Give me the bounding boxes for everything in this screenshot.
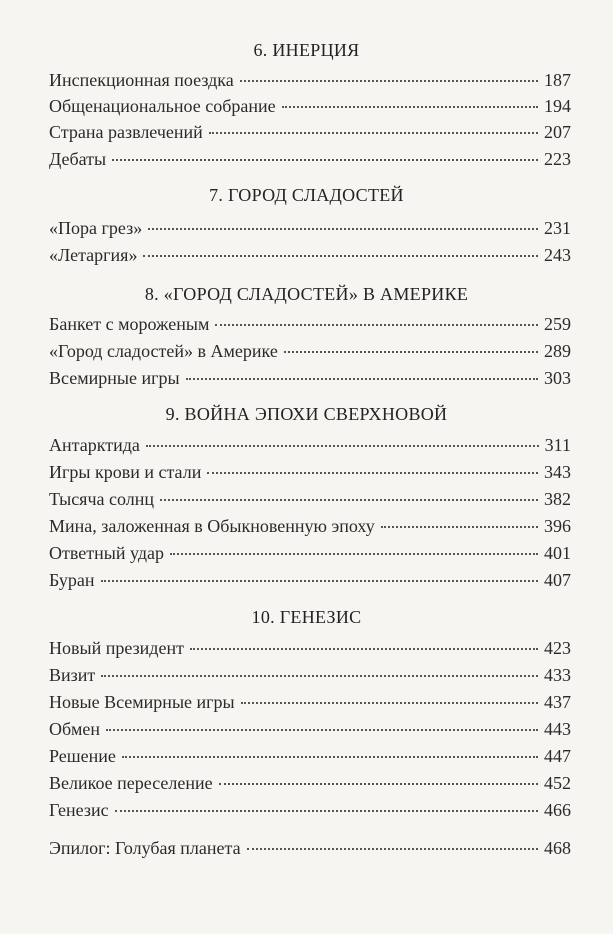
dot-leader: [209, 132, 538, 134]
entry-page: 231: [544, 218, 571, 238]
entry-label: Новый президент: [49, 638, 184, 658]
toc-entry: [49, 542, 571, 564]
entry-label: «Город сладостей» в Америке: [49, 341, 278, 361]
toc-entry: [49, 664, 571, 686]
dot-leader: [160, 499, 538, 501]
entry-label: Дебаты: [49, 149, 107, 169]
entry-label: Визит: [49, 665, 96, 685]
entry-page: 311: [544, 435, 571, 455]
entry-page: 207: [544, 122, 571, 142]
toc-entry: [49, 367, 571, 389]
entry-page: 433: [544, 665, 571, 685]
entry-page: 223: [544, 149, 571, 169]
dot-leader: [146, 445, 539, 447]
dot-leader: [170, 553, 538, 555]
entry-label: «Летаргия»: [49, 245, 138, 265]
toc-entry: [49, 95, 571, 117]
dot-leader: [190, 648, 538, 650]
dot-leader: [284, 351, 538, 353]
toc-entry: [49, 121, 571, 143]
entry-page: 382: [544, 489, 571, 509]
entry-page: 187: [544, 70, 571, 90]
dot-leader: [207, 472, 538, 474]
entry-label: Мина, заложенная в Обыкновенную эпоху: [49, 516, 375, 536]
entry-page: 447: [544, 746, 571, 766]
entry-label: Страна развлечений: [49, 122, 203, 142]
entry-label: Антарктида: [49, 435, 140, 455]
entry-page: 401: [544, 543, 571, 563]
dot-leader: [112, 159, 538, 161]
toc-entry: [49, 772, 571, 794]
entry-page: 396: [544, 516, 571, 536]
dot-leader: [219, 783, 538, 785]
entry-label: «Пора грез»: [49, 218, 143, 238]
entry-label: Новые Всемирные игры: [49, 692, 235, 712]
section-title: 8. «ГОРОД СЛАДОСТЕЙ» В АМЕРИКЕ: [144, 284, 469, 304]
entry-page: 423: [544, 638, 571, 658]
entry-page: 468: [544, 838, 571, 858]
entry-page: 437: [544, 692, 571, 712]
entry-label: Решение: [49, 746, 116, 766]
toc-entry: [49, 718, 571, 740]
toc-entry: [49, 488, 571, 510]
entry-label: Игры крови и стали: [49, 462, 202, 482]
dot-leader: [282, 106, 538, 108]
toc-entry: [49, 148, 571, 170]
dot-leader: [106, 729, 538, 731]
toc-entry: [49, 691, 571, 713]
epilogue-entry: [49, 837, 571, 859]
toc-entry: [49, 569, 571, 591]
dot-leader: [247, 848, 538, 850]
dot-leader: [122, 756, 538, 758]
entry-page: 303: [544, 368, 571, 388]
toc-entry: [49, 515, 571, 537]
toc-entry: [49, 217, 571, 239]
toc-entry: [49, 340, 571, 362]
dot-leader: [148, 228, 538, 230]
entry-page: 259: [544, 314, 571, 334]
toc-entry: [49, 745, 571, 767]
entry-label: Обмен: [49, 719, 100, 739]
entry-label: Банкет с мороженым: [49, 314, 210, 334]
entry-label: Инспекционная поездка: [49, 70, 234, 90]
toc-entry: [49, 244, 571, 266]
dot-leader: [241, 702, 538, 704]
toc-entry: [49, 434, 571, 456]
toc-entry: [49, 799, 571, 821]
entry-page: 407: [544, 570, 571, 590]
entry-page: 443: [544, 719, 571, 739]
entry-page: 466: [544, 800, 571, 820]
entry-page: 194: [544, 96, 571, 116]
section-title: 10. ГЕНЕЗИС: [251, 607, 362, 627]
toc-entry: [49, 461, 571, 483]
entry-label: Тысяча солнц: [49, 489, 155, 509]
dot-leader: [115, 810, 538, 812]
toc-entry: [49, 637, 571, 659]
dot-leader: [215, 324, 538, 326]
dot-leader: [186, 378, 538, 380]
dot-leader: [101, 580, 538, 582]
entry-label: Буран: [49, 570, 95, 590]
entry-label: Эпилог: Голубая планета: [49, 838, 241, 858]
entry-page: 343: [544, 462, 571, 482]
dot-leader: [381, 526, 538, 528]
dot-leader: [143, 255, 538, 257]
entry-label: Генезис: [49, 800, 109, 820]
toc-entry: [49, 313, 571, 335]
entry-label: Ответный удар: [49, 543, 164, 563]
section-title: 6. ИНЕРЦИЯ: [253, 40, 360, 60]
dot-leader: [240, 80, 538, 82]
toc-entry: [49, 69, 571, 91]
entry-page: 243: [544, 245, 571, 265]
section-title: 7. ГОРОД СЛАДОСТЕЙ: [209, 185, 404, 205]
section-title: 9. ВОЙНА ЭПОХИ СВЕРХНОВОЙ: [165, 404, 448, 424]
entry-label: Общенациональное собрание: [49, 96, 276, 116]
entry-page: 289: [544, 341, 571, 361]
entry-label: Великое переселение: [49, 773, 213, 793]
entry-page: 452: [544, 773, 571, 793]
entry-label: Всемирные игры: [49, 368, 180, 388]
dot-leader: [101, 675, 538, 677]
